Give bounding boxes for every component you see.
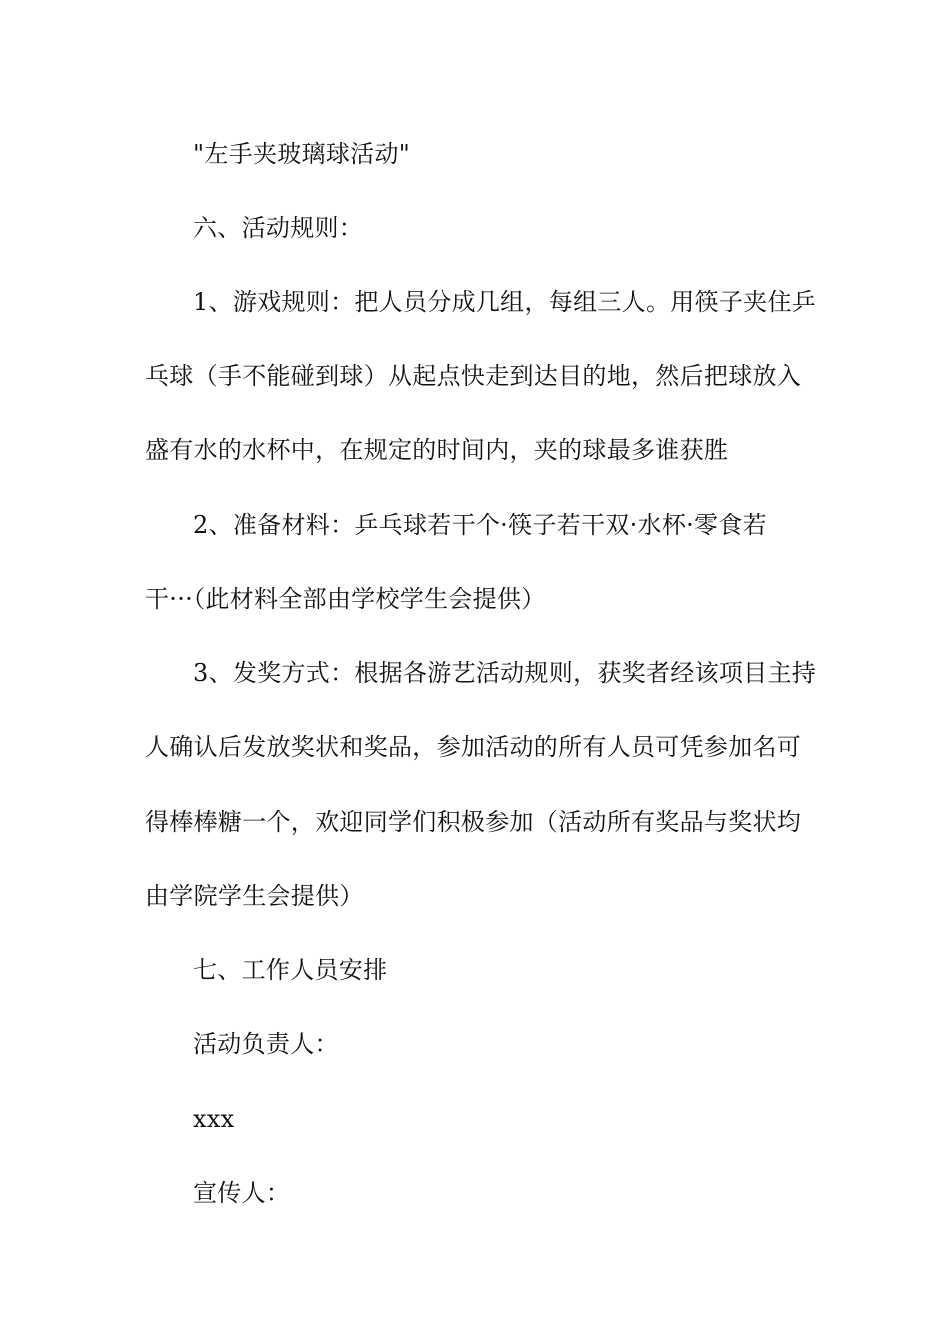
rule-1-line-3: 盛有水的水杯中，在规定的时间内，夹的球最多谁获胜	[145, 436, 729, 464]
rule-3-line-1: 3、发奖方式：根据各游艺活动规则，获奖者经该项目主持	[193, 659, 817, 687]
rule-1-line-2: 乓球（手不能碰到球）从起点快走到达目的地，然后把球放入	[145, 362, 802, 390]
activity-title-line: "左手夹玻璃球活动"	[193, 140, 411, 168]
rule-3-line-2: 人确认后发放奖状和奖品，参加活动的所有人员可凭参加名可	[145, 733, 802, 761]
rule-3-line-3: 得棒棒糖一个，欢迎同学们积极参加（活动所有奖品与奖状均	[145, 808, 802, 836]
rule-2-line-1: 2、准备材料：乒乓球若干个·筷子若干双·水杯·零食若	[193, 511, 767, 539]
staff-leader-name: xxx	[193, 1105, 235, 1133]
rule-3-line-4: 由学院学生会提供）	[145, 882, 364, 910]
rule-2-line-2: 干···（此材料全部由学校学生会提供）	[145, 585, 546, 613]
staff-leader-label: 活动负责人：	[193, 1030, 339, 1058]
staff-publicity-label: 宣传人：	[193, 1179, 291, 1207]
rule-1-line-1: 1、游戏规则：把人员分成几组，每组三人。用筷子夹住乒	[193, 288, 817, 316]
section-heading-rules: 六、活动规则：	[193, 214, 364, 242]
section-heading-staff: 七、工作人员安排	[193, 956, 388, 984]
